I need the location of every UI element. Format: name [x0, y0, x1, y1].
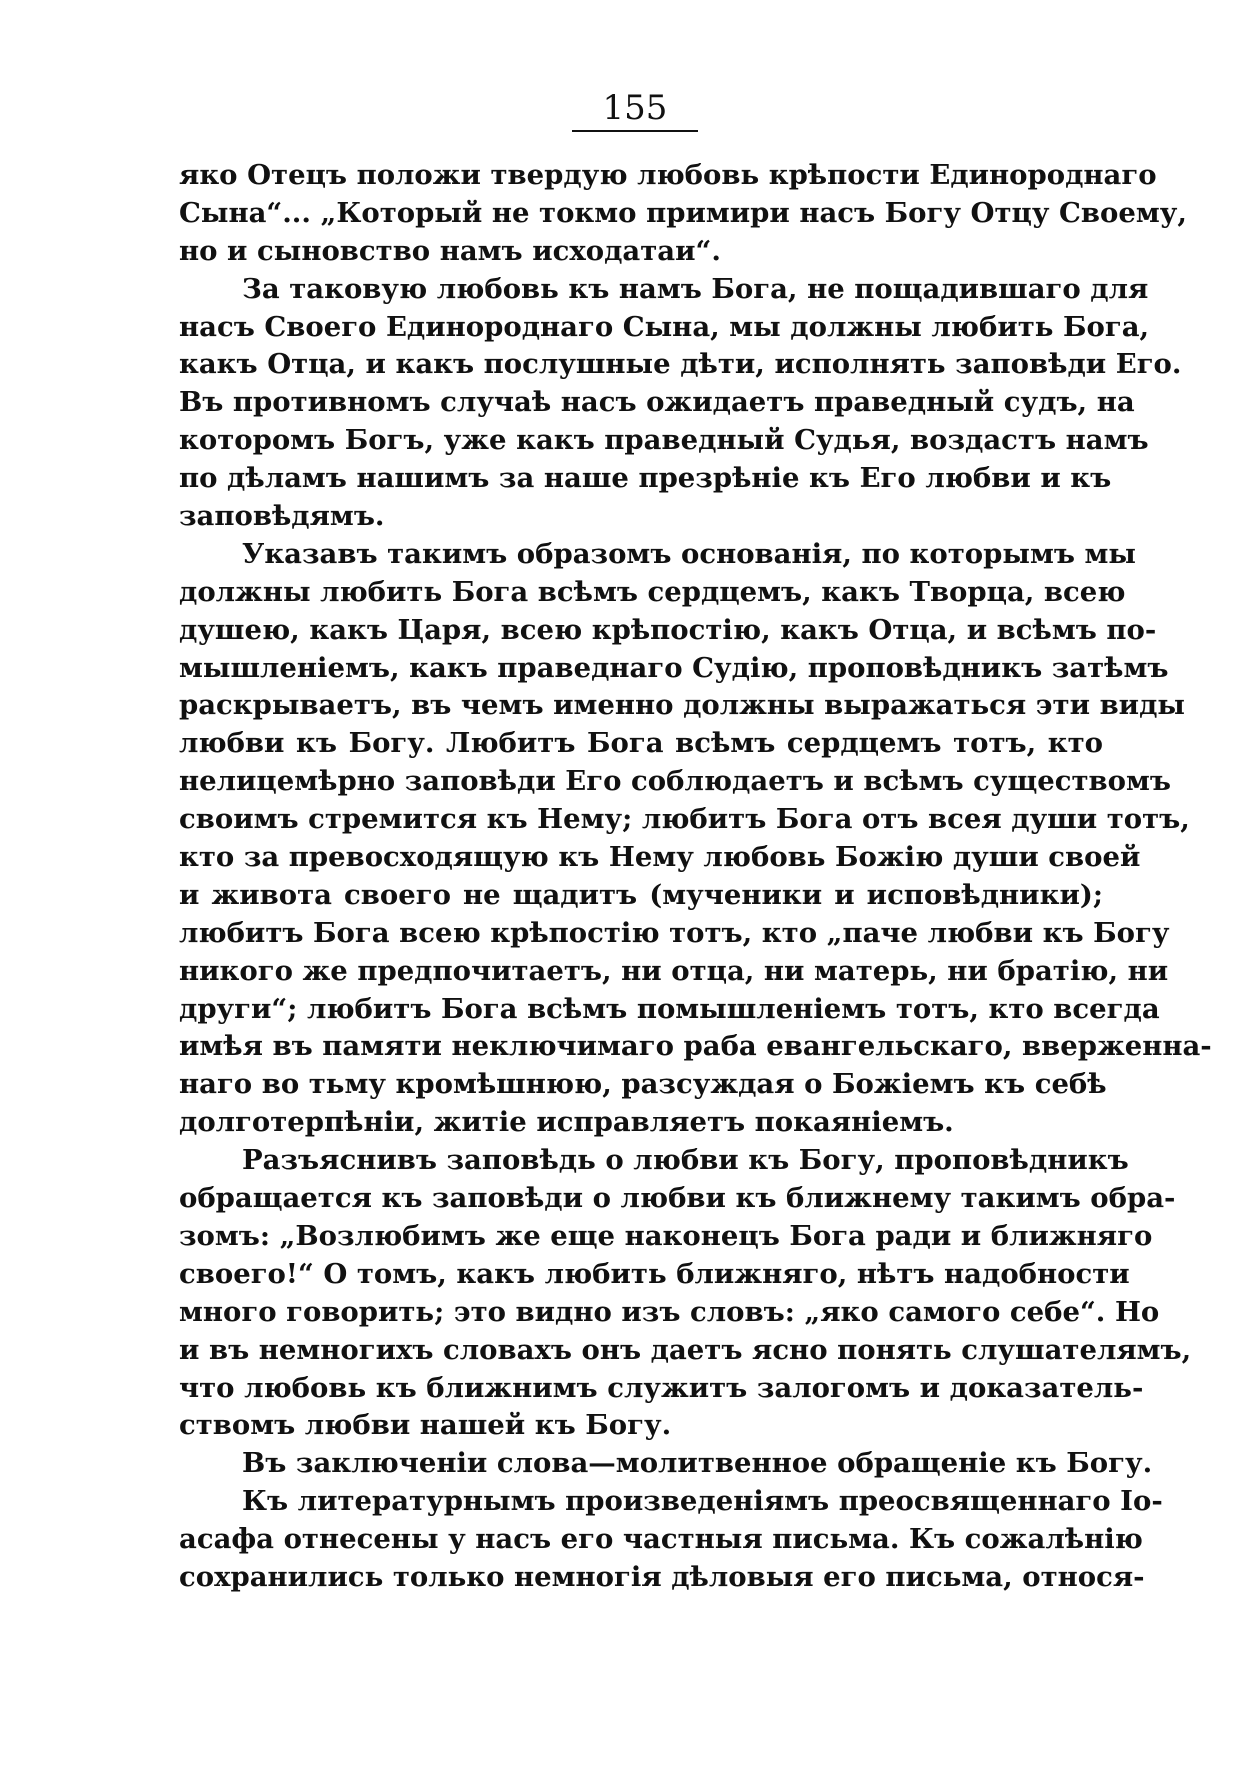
text-line: никого же предпочитаетъ, ни отца, ни матерь, ни братію, ни — [179, 954, 1169, 987]
text-line: обращается къ заповѣди о любви къ ближнему такимъ обра- — [179, 1182, 1176, 1215]
text-line: своего!“ О томъ, какъ любить ближняго, нѣтъ надобности — [179, 1257, 1130, 1290]
text-line: За таковую любовь къ намъ Бога, не пощадившаго для — [242, 272, 1149, 305]
text-line: наго во тьму кромѣшнюю, разсуждая о Божіемъ къ себѣ — [179, 1068, 1107, 1101]
text-line: и въ немногихъ словахъ онъ даетъ ясно понять слушателямъ, — [179, 1333, 1192, 1366]
text-line: душею, какъ Царя, всею крѣпостію, какъ Отца, и всѣмъ по- — [179, 613, 1157, 646]
text-line: асафа отнесены у насъ его частныя письма. Къ сожалѣнію — [179, 1523, 1143, 1556]
text-line: раскрываетъ, въ чемъ именно должны выражаться эти виды — [179, 689, 1185, 722]
paragraph — [179, 1142, 1192, 1445]
text-line: ствомъ любви нашей къ Богу. — [179, 1409, 672, 1442]
page-text — [179, 157, 1212, 1597]
text-line: кто за превосходящую къ Нему любовь Божію души своей — [179, 841, 1141, 874]
paragraph — [179, 271, 1182, 536]
text-line: Указавъ такимъ образомъ основанія, по которымъ мы — [242, 537, 1136, 570]
text-line: которомъ Богъ, уже какъ праведный Судья, воздастъ намъ — [179, 424, 1149, 457]
text-line: Въ противномъ случаѣ насъ ожидаетъ праведный судъ, на — [179, 386, 1135, 419]
text-line: любитъ Бога всею крѣпостію тотъ, кто „паче любви къ Богу — [179, 916, 1170, 949]
text-line: зомъ: „Возлюбимъ же еще наконецъ Бога ради и ближняго — [179, 1219, 1153, 1252]
text-line: други“; любитъ Бога всѣмъ помышленіемъ тотъ, кто всегда — [179, 992, 1160, 1025]
text-line: насъ Своего Единороднаго Сына, мы должны любить Бога, — [179, 310, 1150, 343]
text-line: Сына“... „Который не токмо примири насъ Богу Отцу Своему, — [179, 196, 1187, 229]
page-number: 155 — [572, 88, 698, 132]
paragraph — [179, 1483, 1163, 1597]
text-line: должны любить Бога всѣмъ сердцемъ, какъ Творца, всею — [179, 575, 1126, 608]
text-line: любви къ Богу. Любитъ Бога всѣмъ сердцемъ тотъ, кто — [179, 727, 1103, 760]
text-line: что любовь къ ближнимъ служитъ залогомъ и доказатель- — [179, 1371, 1144, 1404]
text-line: много говорить; это видно изъ словъ: „яко самого себе“. Но — [179, 1295, 1160, 1328]
paragraph — [179, 1445, 1153, 1483]
text-line: по дѣламъ нашимъ за наше презрѣніе къ Его любви и къ — [179, 462, 1112, 495]
text-line: заповѣдямъ. — [179, 500, 385, 533]
paragraph — [179, 536, 1212, 1142]
text-line: своимъ стремится къ Нему; любитъ Бога отъ всея души тотъ, — [179, 803, 1190, 836]
text-line: долготерпѣніи, житіе исправляетъ покаяніемъ. — [179, 1106, 954, 1139]
text-line: сохранились только немногія дѣловыя его письма, относя- — [179, 1560, 1145, 1593]
text-line: Въ заключеніи слова—молитвенное обращеніе къ Богу. — [242, 1447, 1153, 1480]
text-line: нелицемѣрно заповѣди Его соблюдаетъ и всѣмъ существомъ — [179, 765, 1171, 798]
text-line: Разъяснивъ заповѣдь о любви къ Богу, проповѣдникъ — [242, 1144, 1129, 1177]
text-line: какъ Отца, и какъ послушные дѣти, исполнять заповѣди Его. — [179, 348, 1182, 381]
text-line: и живота своего не щадитъ (мученики и исповѣдники); — [179, 878, 1103, 911]
text-line: Къ литературнымъ произведеніямъ преосвященнаго Іо- — [242, 1485, 1163, 1518]
text-line: имѣя въ памяти неключимаго раба евангельскаго, вверженна- — [179, 1030, 1212, 1063]
paragraph — [179, 157, 1187, 271]
text-line: мышленіемъ, какъ праведнаго Судію, проповѣдникъ затѣмъ — [179, 651, 1169, 684]
text-line: но и сыновство намъ исходатаи“. — [179, 234, 721, 267]
text-line: яко Отецъ положи твердую любовь крѣпости Единороднаго — [179, 159, 1157, 191]
